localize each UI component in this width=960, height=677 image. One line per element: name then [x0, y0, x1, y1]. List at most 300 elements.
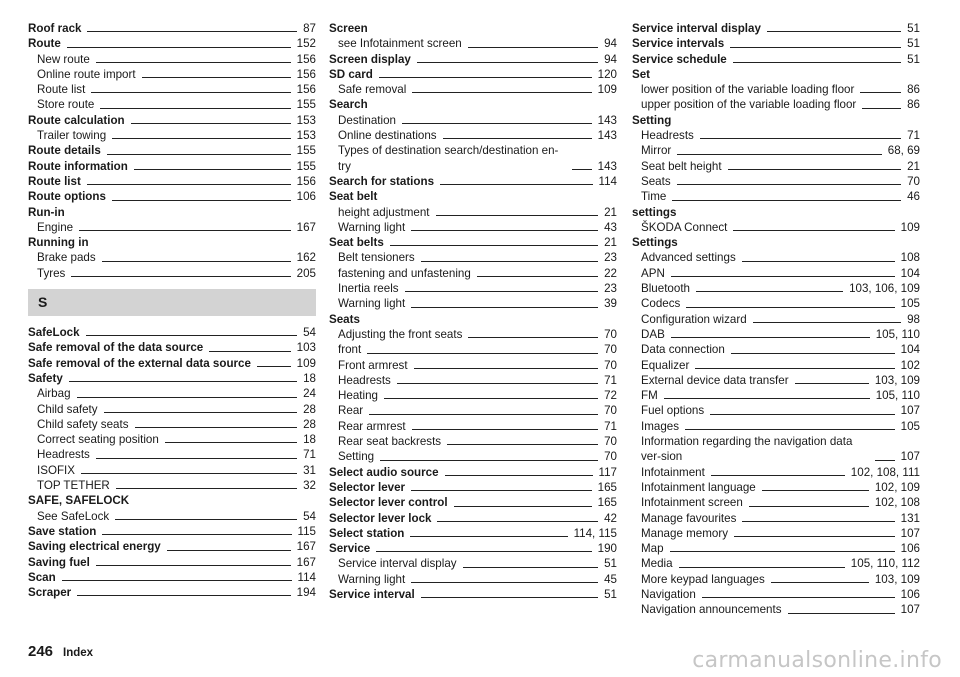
- page-reference: 106: [900, 542, 920, 556]
- page-reference: 143: [597, 159, 617, 173]
- index-entry: [632, 21, 920, 36]
- entry-label: Online destinations: [338, 129, 437, 143]
- leader-line: [115, 519, 297, 520]
- index-subentry: [632, 373, 920, 388]
- page-reference: 86: [907, 83, 920, 97]
- index-subentry: [632, 419, 920, 434]
- index-subentry: [28, 402, 316, 417]
- page-reference: 72: [604, 389, 617, 403]
- index-entry: [329, 465, 617, 480]
- page-reference: 143: [597, 113, 617, 127]
- page-reference: 54: [303, 326, 316, 340]
- page-reference: 107: [900, 404, 920, 418]
- leader-line: [728, 169, 902, 170]
- index-subentry: [632, 312, 920, 327]
- index-entry: [28, 340, 316, 355]
- entry-label: Infotainment screen: [641, 496, 743, 510]
- index-heading: Search: [329, 98, 368, 112]
- page-reference: 68, 69: [887, 144, 920, 158]
- entry-label: Mirror: [641, 144, 672, 158]
- index-subentry: [329, 342, 617, 357]
- entry-label: Types of destination search/destination en-try: [338, 144, 559, 173]
- index-subentry: [28, 447, 316, 462]
- page-reference: 103, 106, 109: [849, 282, 920, 296]
- entry-label: Child safety: [37, 402, 98, 416]
- page-reference: 205: [296, 266, 316, 280]
- page-reference: 103, 109: [874, 373, 920, 387]
- page-reference: 104: [900, 343, 920, 357]
- index-subentry: [632, 174, 920, 189]
- index-subentry: [632, 526, 920, 541]
- index-entry: [28, 524, 316, 539]
- page-reference: 106: [296, 190, 316, 204]
- entry-label: lower position of the variable loading floor: [641, 83, 855, 97]
- leader-line: [402, 123, 592, 124]
- leader-line: [710, 414, 894, 415]
- leader-line: [87, 184, 291, 185]
- leader-line: [96, 62, 291, 63]
- leader-line: [702, 597, 895, 598]
- page-reference: 71: [604, 419, 617, 433]
- leader-line: [96, 458, 297, 459]
- page-reference: 51: [907, 52, 920, 66]
- page-reference: 21: [604, 205, 617, 219]
- leader-line: [116, 488, 297, 489]
- entry-label: External device data transfer: [641, 373, 789, 387]
- index-subentry: [329, 419, 617, 434]
- page-reference: 54: [303, 509, 316, 523]
- page-reference: 162: [296, 251, 316, 265]
- index-heading: SAFE, SAFELOCK: [28, 494, 130, 508]
- entry-label: Brake pads: [37, 251, 96, 265]
- leader-line: [112, 200, 291, 201]
- leader-line: [96, 565, 291, 566]
- index-subentry: [632, 220, 920, 235]
- leader-line: [134, 169, 291, 170]
- page-reference: 32: [303, 479, 316, 493]
- page-reference: 23: [604, 282, 617, 296]
- leader-line: [742, 521, 894, 522]
- index-subentry: [632, 556, 920, 571]
- leader-line: [454, 506, 592, 507]
- entry-label: Rear armrest: [338, 419, 406, 433]
- page-reference: 120: [597, 67, 617, 81]
- leader-line: [685, 429, 895, 430]
- index-entry: [28, 356, 316, 371]
- page-reference: 114: [297, 570, 316, 584]
- leader-line: [734, 536, 895, 537]
- page-reference: 18: [303, 371, 316, 385]
- page-reference: 28: [303, 417, 316, 431]
- page-reference: 109: [597, 83, 617, 97]
- page-reference: 22: [604, 266, 617, 280]
- page-reference: 105, 110, 112: [850, 557, 920, 571]
- entry-label: Infotainment: [641, 465, 705, 479]
- leader-line: [875, 460, 895, 461]
- index-subentry: [632, 388, 920, 403]
- entry-label: Images: [641, 419, 680, 433]
- index-entry: [28, 555, 316, 570]
- page-reference: 70: [907, 174, 920, 188]
- index-subentry: [329, 266, 617, 281]
- index-subentry: [28, 67, 316, 82]
- entry-label: Screen display: [329, 52, 411, 66]
- entry-label: Correct seating position: [37, 433, 159, 447]
- leader-line: [749, 506, 869, 507]
- page-reference: 117: [598, 465, 617, 479]
- index-subentry: [632, 572, 920, 587]
- index-entry: [28, 371, 316, 386]
- entry-label: Tyres: [37, 266, 66, 280]
- leader-line: [86, 335, 298, 336]
- page-reference: 71: [303, 448, 316, 462]
- page-reference: 102, 108, 111: [850, 465, 920, 479]
- leader-line: [379, 77, 592, 78]
- entry-label: Route: [28, 37, 61, 51]
- entry-label: front: [338, 343, 362, 357]
- entry-label: Headrests: [37, 448, 90, 462]
- entry-label: ŠKODA Connect: [641, 220, 728, 234]
- entry-label: Manage memory: [641, 526, 728, 540]
- page-reference: 51: [604, 587, 617, 601]
- index-subentry: [329, 556, 617, 571]
- entry-label: Safe removal of the external data source: [28, 356, 251, 370]
- page-footer: [28, 643, 93, 660]
- page-reference: 28: [303, 402, 316, 416]
- page-reference: 103: [296, 341, 316, 355]
- leader-line: [753, 322, 901, 323]
- entry-label: Navigation: [641, 587, 696, 601]
- page-reference: 115: [297, 524, 316, 538]
- index-subentry: [329, 205, 617, 220]
- index-subentry: [632, 358, 920, 373]
- index-subentry: [329, 327, 617, 342]
- leader-line: [142, 77, 291, 78]
- entry-label: More keypad languages: [641, 572, 765, 586]
- index-entry: [28, 189, 316, 204]
- entry-label: see Infotainment screen: [338, 37, 462, 51]
- page-reference: 152: [296, 37, 316, 51]
- index-column-3: [632, 21, 920, 618]
- leader-line: [165, 442, 297, 443]
- leader-line: [412, 429, 598, 430]
- entry-label: SD card: [329, 67, 373, 81]
- index-subentry: [632, 189, 920, 204]
- page-reference: 46: [907, 190, 920, 204]
- leader-line: [437, 521, 598, 522]
- page-reference: 190: [597, 542, 617, 556]
- page-reference: 167: [296, 540, 316, 554]
- index-subentry: [632, 342, 920, 357]
- leader-line: [411, 490, 592, 491]
- leader-line: [414, 368, 599, 369]
- entry-label: Trailer towing: [37, 129, 107, 143]
- index-subentry: [632, 541, 920, 556]
- entry-label: Front armrest: [338, 358, 408, 372]
- entry-label: Save station: [28, 524, 97, 538]
- page-reference: 70: [604, 343, 617, 357]
- index-heading: Set: [632, 67, 651, 81]
- page-reference: 165: [597, 480, 617, 494]
- entry-label: ISOFIX: [37, 463, 76, 477]
- index-subentry: [329, 403, 617, 418]
- page-reference: 194: [296, 586, 316, 600]
- page-reference: 167: [296, 555, 316, 569]
- leader-line: [104, 412, 298, 413]
- index-subentry: [28, 250, 316, 265]
- entry-label: Safe removal: [338, 83, 407, 97]
- leader-line: [463, 567, 599, 568]
- entry-label: Configuration wizard: [641, 312, 747, 326]
- page-reference: 21: [907, 159, 920, 173]
- leader-line: [730, 47, 901, 48]
- leader-line: [131, 123, 291, 124]
- entry-label: Route list: [37, 83, 86, 97]
- index-subentry: [329, 434, 617, 449]
- page-reference: 43: [604, 220, 617, 234]
- entry-label: fastening and unfastening: [338, 266, 471, 280]
- entry-label: Service interval display: [632, 22, 761, 35]
- index-subentry: [632, 128, 920, 143]
- index-subentry: [28, 417, 316, 432]
- index-entry: [28, 159, 316, 174]
- leader-line: [384, 398, 598, 399]
- leader-line: [257, 366, 291, 367]
- entry-label: Codecs: [641, 297, 681, 311]
- page-reference: 70: [604, 450, 617, 464]
- leader-line: [107, 154, 291, 155]
- entry-label: Airbag: [37, 387, 71, 401]
- entry-label: Store route: [37, 98, 95, 112]
- entry-label: Map: [641, 542, 664, 556]
- page-reference: 51: [604, 557, 617, 571]
- index-subentry: [329, 358, 617, 373]
- page-reference: 103, 109: [874, 572, 920, 586]
- index-entry: [632, 52, 920, 67]
- leader-line: [572, 169, 592, 170]
- leader-line: [71, 276, 290, 277]
- entry-label: Route calculation: [28, 113, 125, 127]
- entry-label: Route options: [28, 190, 106, 204]
- entry-label: Setting: [338, 450, 375, 464]
- page-reference: 114: [598, 174, 617, 188]
- leader-line: [62, 580, 292, 581]
- index-subentry: [28, 463, 316, 478]
- leader-line: [376, 551, 591, 552]
- page-reference: 31: [303, 463, 316, 477]
- entry-label: Route details: [28, 144, 101, 158]
- page-reference: 70: [604, 435, 617, 449]
- page-reference: 23: [604, 251, 617, 265]
- entry-label: New route: [37, 52, 90, 66]
- index-subentry: [632, 495, 920, 510]
- entry-label: Warning light: [338, 572, 406, 586]
- entry-label: Safe removal of the data source: [28, 341, 204, 355]
- index-column-2: [329, 21, 617, 602]
- leader-line: [91, 92, 290, 93]
- leader-line: [135, 427, 298, 428]
- entry-label: upper position of the variable loading floor: [641, 98, 857, 112]
- index-subentry: [329, 388, 617, 403]
- leader-line: [390, 245, 598, 246]
- index-subentry: [28, 266, 316, 281]
- entry-label: Selector lever lock: [329, 511, 432, 525]
- leader-line: [417, 62, 598, 63]
- index-entry: [632, 36, 920, 51]
- page-reference: 102: [900, 358, 920, 372]
- entry-label: Inertia reels: [338, 282, 399, 296]
- entry-label: Saving fuel: [28, 555, 90, 569]
- page-number: 246: [28, 643, 54, 660]
- page-reference: 156: [296, 174, 316, 188]
- index-subentry: [632, 82, 920, 97]
- entry-label: Manage favourites: [641, 511, 737, 525]
- leader-line: [771, 582, 869, 583]
- index-subentry: [632, 511, 920, 526]
- page-reference: 107: [900, 603, 920, 617]
- index-entry: [329, 174, 617, 189]
- index-subentry: [632, 97, 920, 112]
- index-subentry: [632, 296, 920, 311]
- index-subentry: [632, 434, 920, 465]
- page-reference: 71: [907, 129, 920, 143]
- page-reference: 106: [900, 587, 920, 601]
- entry-label: Adjusting the front seats: [338, 327, 463, 341]
- leader-line: [670, 551, 895, 552]
- leader-line: [380, 460, 598, 461]
- entry-label: Service interval display: [338, 557, 457, 571]
- index-subentry: [329, 449, 617, 464]
- leader-line: [436, 215, 599, 216]
- entry-label: Bluetooth: [641, 282, 690, 296]
- entry-label: Route information: [28, 159, 128, 173]
- entry-label: APN: [641, 266, 665, 280]
- page-reference: 153: [296, 113, 316, 127]
- index-entry: [329, 480, 617, 495]
- leader-line: [405, 291, 599, 292]
- index-entry: [329, 495, 617, 510]
- leader-line: [671, 337, 870, 338]
- leader-line: [102, 534, 291, 535]
- page-reference: 94: [604, 37, 617, 51]
- index-subentry: [28, 386, 316, 401]
- index-subentry: [28, 509, 316, 524]
- leader-line: [445, 475, 593, 476]
- entry-label: Service: [329, 542, 371, 556]
- leader-line: [209, 351, 290, 352]
- index-subentry: [28, 128, 316, 143]
- index-subentry: [632, 327, 920, 342]
- index-entry: [28, 36, 316, 51]
- page-reference: 18: [303, 433, 316, 447]
- leader-line: [102, 261, 291, 262]
- entry-label: See SafeLock: [37, 509, 110, 523]
- index-subentry: [329, 572, 617, 587]
- entry-label: Service intervals: [632, 37, 725, 51]
- index-subentry: [632, 266, 920, 281]
- page-reference: 156: [296, 67, 316, 81]
- page-reference: 105: [900, 419, 920, 433]
- leader-line: [686, 307, 894, 308]
- page-reference: 155: [296, 144, 316, 158]
- entry-label: Warning light: [338, 297, 406, 311]
- entry-label: Fuel options: [641, 404, 705, 418]
- section-title: Index: [63, 647, 94, 659]
- entry-label: Heating: [338, 389, 378, 403]
- watermark: carmanualsonline.info: [692, 648, 942, 673]
- leader-line: [411, 230, 598, 231]
- index-entry: [28, 174, 316, 189]
- page-reference: 86: [907, 98, 920, 112]
- leader-line: [421, 261, 598, 262]
- entry-label: Service schedule: [632, 52, 727, 66]
- index-subentry: [632, 465, 920, 480]
- page-reference: 105, 110: [875, 389, 920, 403]
- page-reference: 70: [604, 327, 617, 341]
- page-reference: 45: [604, 572, 617, 586]
- leader-line: [412, 92, 591, 93]
- index-subentry: [329, 128, 617, 143]
- page-reference: 70: [604, 358, 617, 372]
- entry-label: Destination: [338, 113, 397, 127]
- index-subentry: [329, 36, 617, 51]
- leader-line: [100, 108, 290, 109]
- entry-label: Scraper: [28, 586, 72, 600]
- leader-line: [87, 31, 297, 32]
- entry-label: DAB: [641, 327, 665, 341]
- index-heading: settings: [632, 205, 677, 219]
- page-reference: 165: [597, 496, 617, 510]
- leader-line: [671, 276, 895, 277]
- leader-line: [711, 475, 845, 476]
- index-column-1: [28, 21, 316, 600]
- leader-line: [679, 567, 845, 568]
- entry-label: Service interval: [329, 587, 415, 601]
- index-entry: [28, 143, 316, 158]
- page-reference: 107: [900, 526, 920, 540]
- index-entry: [329, 526, 617, 541]
- index-subentry: [28, 97, 316, 112]
- index-subentry: [329, 143, 617, 174]
- entry-label: Selector lever: [329, 480, 406, 494]
- page-reference: 94: [604, 52, 617, 66]
- entry-label: Saving electrical energy: [28, 540, 161, 554]
- entry-label: Infotainment language: [641, 480, 756, 494]
- entry-label: Scan: [28, 570, 56, 584]
- leader-line: [677, 154, 882, 155]
- index-subentry: [329, 296, 617, 311]
- leader-line: [695, 368, 894, 369]
- entry-label: height adjustment: [338, 205, 430, 219]
- entry-label: Seat belt height: [641, 159, 722, 173]
- leader-line: [733, 62, 901, 63]
- entry-label: Seats: [641, 174, 671, 188]
- index-subentry: [329, 373, 617, 388]
- leader-line: [411, 307, 598, 308]
- page-reference: 153: [296, 129, 316, 143]
- leader-line: [367, 353, 598, 354]
- index-subentry: [329, 113, 617, 128]
- entry-label: Seat belts: [329, 236, 384, 250]
- leader-line: [696, 291, 843, 292]
- entry-label: Headrests: [641, 129, 694, 143]
- leader-line: [664, 398, 870, 399]
- page-reference: 102, 108: [874, 496, 920, 510]
- entry-label: FM: [641, 389, 658, 403]
- leader-line: [795, 383, 869, 384]
- page-reference: 24: [303, 387, 316, 401]
- leader-line: [421, 597, 598, 598]
